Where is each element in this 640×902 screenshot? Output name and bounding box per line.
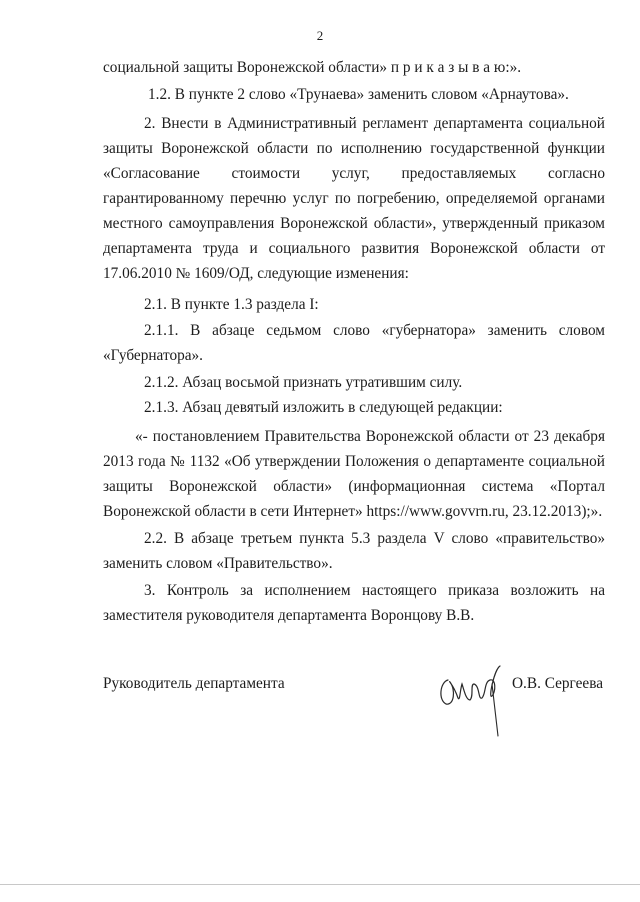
text-line: 2.1.3. Абзац девятый изложить в следующей редакции: bbox=[144, 399, 503, 416]
signatory-name: О.В. Сергеева bbox=[512, 675, 604, 692]
text-line: 2. Внести в Административный регламент департамента социальной bbox=[144, 115, 605, 132]
document-body bbox=[103, 424, 605, 524]
text-line: заместителя руководителя департамента Воронцову В.В. bbox=[103, 607, 475, 624]
text-line: департамента труда и социального развития Воронежской области от bbox=[103, 240, 605, 257]
text-line: 2.1.1. В абзаце седьмом слово «губернатора» заменить словом bbox=[144, 322, 605, 339]
text-line: заменить словом «Правительство». bbox=[103, 555, 333, 572]
page-number: 2 bbox=[316, 28, 324, 43]
text-line: 2.1.2. Абзац восьмой признать утратившим силу. bbox=[144, 374, 463, 391]
text-line: «Губернатора». bbox=[103, 347, 203, 364]
text-line: 1.2. В пункте 2 слово «Трунаева» заменить словом «Арнаутова». bbox=[148, 86, 569, 103]
document-body bbox=[103, 578, 605, 628]
document-body bbox=[103, 370, 605, 420]
document-body bbox=[103, 318, 605, 368]
text-line: 17.06.2010 № 1609/ОД, следующие изменения: bbox=[103, 265, 409, 282]
handwritten-signature bbox=[436, 660, 516, 740]
scan-artifact-line bbox=[0, 884, 640, 885]
text-line: 3. Контроль за исполнением настоящего приказа возложить на bbox=[144, 582, 605, 599]
signatory-title: Руководитель департамента bbox=[103, 675, 285, 692]
text-line: местного самоуправления Воронежской области», утвержденный приказом bbox=[103, 215, 605, 232]
text-line: защиты Воронежской области по исполнению государственной функции bbox=[103, 140, 605, 157]
document-body bbox=[103, 55, 605, 80]
text-line: 2.1. В пункте 1.3 раздела I: bbox=[144, 296, 319, 313]
text-line: «Согласование стоимости услуг, предоставляемых согласно bbox=[103, 165, 605, 182]
text-line: защиты Воронежской области» (информационная система «Портал bbox=[103, 478, 605, 495]
document-body bbox=[103, 82, 605, 107]
text-line: 2.2. В абзаце третьем пункта 5.3 раздела V слово «правительство» bbox=[144, 530, 605, 547]
text-line: социальной защиты Воронежской области» п р и к а з ы в а ю:». bbox=[103, 59, 522, 76]
text-line: «- постановлением Правительства Воронежской области от 23 декабря bbox=[135, 428, 605, 445]
document-body bbox=[103, 292, 605, 317]
text-line: гарантированному перечню услуг по погребению, определяемой органами bbox=[103, 190, 605, 207]
document-body bbox=[103, 111, 605, 286]
document-body bbox=[103, 526, 605, 576]
text-line: 2013 года № 1132 «Об утверждении Положения о департаменте социальной bbox=[103, 453, 605, 470]
text-line: Воронежской области в сети Интернет» https://www.govvrn.ru, 23.12.2013);». bbox=[103, 503, 603, 520]
